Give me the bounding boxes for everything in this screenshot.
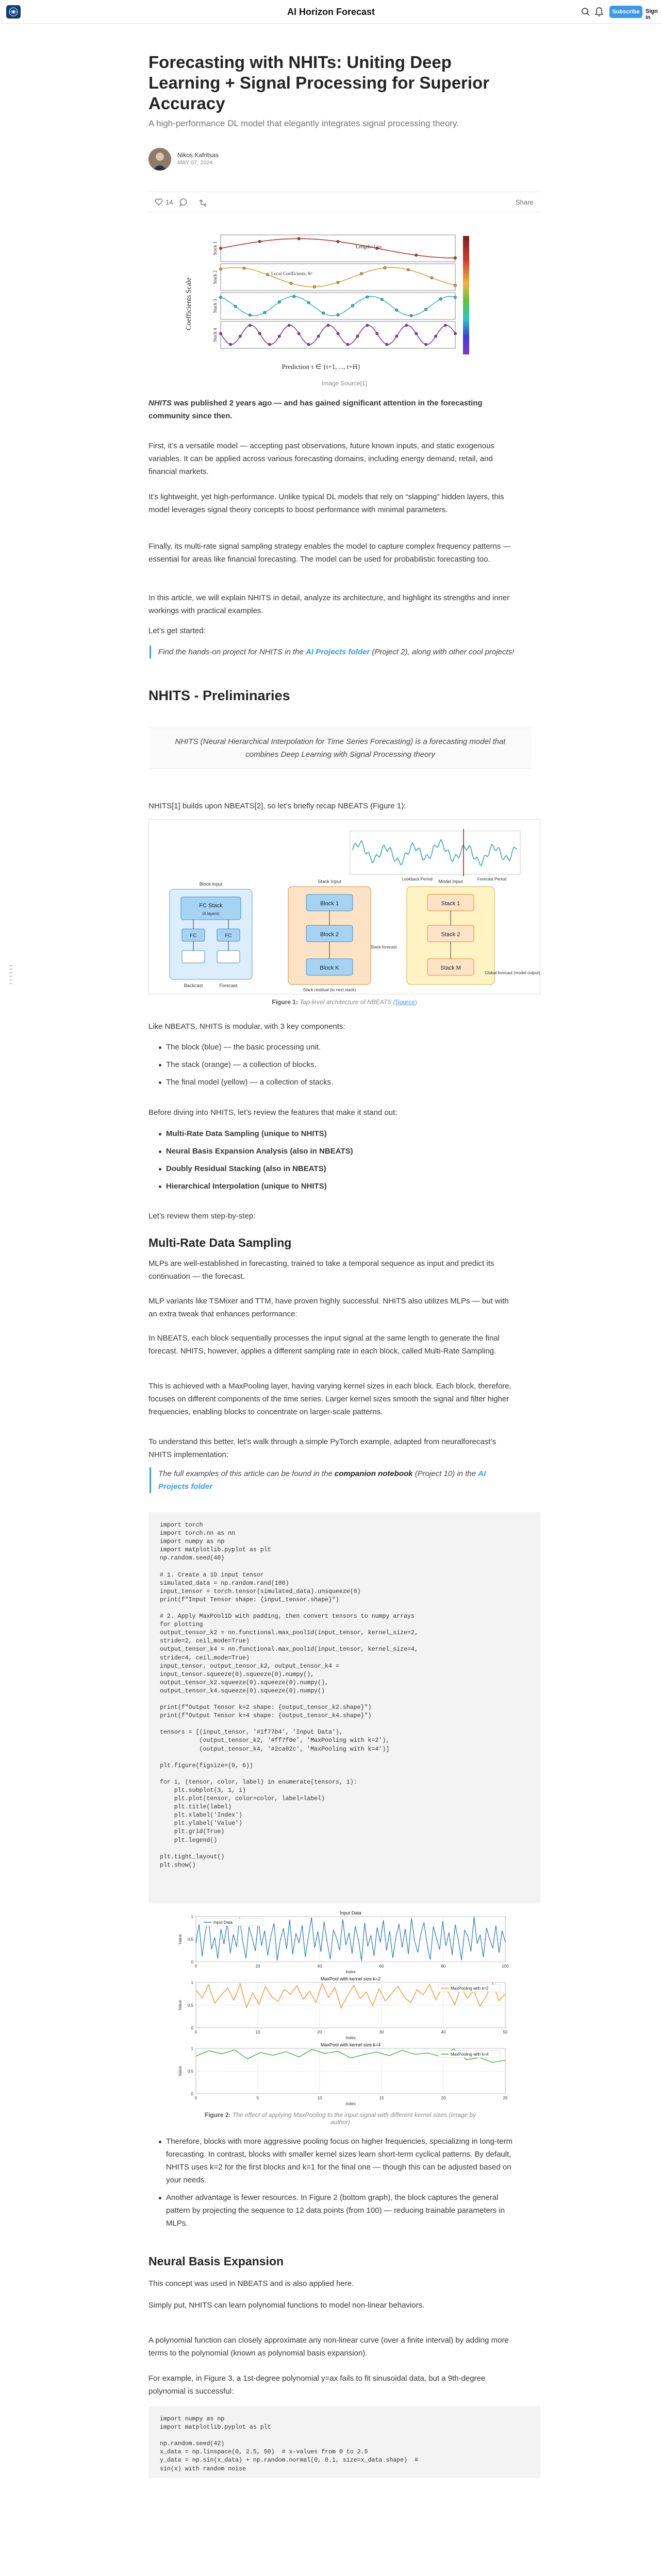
hero-coefficient-point <box>346 343 349 346</box>
y-tick-label: 0 <box>191 2092 193 2096</box>
author-name[interactable]: Nikos Kafritsas <box>177 151 219 159</box>
search-icon[interactable] <box>581 7 590 16</box>
hero-coefficient-point <box>431 277 433 279</box>
article-title: Forecasting with NHITs: Uniting Deep Learning + Signal Processing for Superior Accuracy <box>148 53 490 113</box>
intro-bold: was published 2 years ago — and has gained significant attention in the forecasting community since then. <box>148 399 483 420</box>
stack-forecast-label: Stack forecast <box>370 945 397 950</box>
fc-left-label: FC <box>190 933 197 939</box>
hero-ylabel: Coefficients Scale <box>185 278 193 330</box>
paragraph-12: In NBEATS, each block sequentially processes the input signal at the same length to generate the final forecast. NHITS, however, applies a different sampling rate in each block, called Multi-Rate Sampling. <box>148 1334 500 1355</box>
hero-coefficient-point <box>229 343 231 346</box>
figure-1-source-link[interactable]: Source <box>395 998 415 1006</box>
hero-coefficient-point <box>243 267 245 269</box>
hero-coefficient-point <box>290 282 292 284</box>
hero-coefficient-point <box>249 314 251 316</box>
fc-layers-label: (4 layers) <box>202 911 220 916</box>
x-tick-label: 15 <box>379 2096 384 2100</box>
x-tick-label: 20 <box>441 2096 446 2100</box>
paragraph-10: MLPs are well-established in forecasting, trained to take a temporal sequence as input and predict its continuation — the forecast. <box>148 1259 494 1281</box>
hero-coefficient-point <box>454 296 456 298</box>
quote-projects <box>150 646 518 658</box>
lookback-label: Lookback Period <box>402 877 433 882</box>
hero-coefficient-point <box>415 332 418 335</box>
hero-figure <box>185 227 478 376</box>
y-tick-label: 1 <box>191 1980 193 1985</box>
x-tick-label: 0 <box>194 2096 197 2100</box>
hero-coefficient-point <box>219 268 222 270</box>
hero-coefficient-point <box>278 301 280 303</box>
figure-1-caption-text: Top-level architecture of NBEATS ( <box>297 998 395 1006</box>
figure-2-caption-text: The effect of applying MaxPooling to the input signal with different kernel sizes (image by author) <box>230 2111 476 2126</box>
hero-coefficient-point <box>337 240 339 243</box>
paragraph-5: Let’s get started: <box>148 626 206 635</box>
list-item: The block (blue) — the basic processing unit. <box>159 1041 515 1054</box>
nbeats-architecture-diagram <box>149 820 541 995</box>
paragraph-1: First, it’s a versatile model — accepting past observations, future known inputs, and static exogenous variables. It can be applied across various forecasting domains, including energy demand, retail, and financial markets. <box>148 442 494 476</box>
forecast-label: Forecast <box>219 983 238 988</box>
hero-coefficient-point <box>439 298 442 300</box>
figure-2 <box>165 1906 521 2107</box>
hero-coefficient-point <box>384 266 386 269</box>
list-item: Doubly Residual Stacking (also in NBEATS) <box>159 1162 515 1175</box>
hero-coefficient-point <box>322 312 325 314</box>
hero-coefficient-point <box>219 296 222 298</box>
hero-coefficient-point <box>297 238 300 240</box>
stackm-label: Stack M <box>440 965 461 971</box>
heading-preliminaries: NHITS - Preliminaries <box>148 688 290 703</box>
block1-label: Block 1 <box>320 901 339 907</box>
hero-coefficient-point <box>395 335 398 337</box>
share-button[interactable]: Share <box>516 198 534 206</box>
stack-input-label: Stack Input <box>318 879 341 884</box>
chart-title: MaxPool with kernel size k=4 <box>320 2042 381 2047</box>
article-subtitle: A high-performance DL model that elegantly integrates signal processing theory. <box>148 118 459 128</box>
features-list <box>159 1127 515 1197</box>
hero-coefficient-point <box>268 343 271 346</box>
top-nav <box>0 0 662 24</box>
hero-coefficient-point <box>219 247 222 249</box>
paragraph-8: Before diving into NHITS, let’s review the features that make it stand out: <box>148 1108 398 1117</box>
code-block-polynomial[interactable]: import numpy as np import matplotlib.pyplot as plt np.random.seed(42) x_data = np.linspace(0, 2.5, 50) # x-values from 0 to 2.5 y_data = np.sin(x_data) + np.random.normal(0, 0.1, size=x_data.shape) # sin(x) with random noise <box>148 2406 540 2478</box>
x-tick-label: 20 <box>255 1964 260 1969</box>
hero-coefficient-point <box>405 324 408 327</box>
x-tick-label: 5 <box>256 2096 259 2100</box>
chart-title: MaxPool with kernel size k=2 <box>320 1976 381 1981</box>
x-axis-label: Index <box>345 2036 356 2040</box>
x-tick-label: 40 <box>441 2030 446 2035</box>
hero-coefficient-point <box>425 308 427 311</box>
paragraph-6: NHITS[1] builds upon NBEATS[2], so let’s briefly recap NBEATS (Figure 1): <box>148 802 406 810</box>
legend-label: MaxPooling with k=4 <box>451 2052 489 2057</box>
hero-figure-graphic <box>185 227 478 376</box>
hero-coefficient-point <box>395 309 398 311</box>
hero-xlabel: Prediction τ ∈ {t+1, ..., t+H} <box>282 363 361 370</box>
hero-coefficient-point <box>234 305 237 308</box>
hero-stack-label: Stack 3 <box>212 299 218 313</box>
backcast-label: Backcast <box>184 983 203 988</box>
x-axis-label: Index <box>345 2102 356 2106</box>
definition-box: NHITS (Neural Hierarchical Interpolation for Time Series Forecasting) is a forecasting model that combines Deep Learning with Signal Processing theory <box>150 727 531 769</box>
stack1-label: Stack 1 <box>441 901 460 907</box>
like-count: 14 <box>166 198 173 206</box>
x-tick-label: 20 <box>317 2030 322 2035</box>
paragraph-9: Let’s review them step-by-step: <box>148 1212 256 1221</box>
avatar[interactable] <box>148 148 171 171</box>
figure-1-caption: Figure 1: Top-level architecture of NBEATS (Source) <box>272 998 417 1006</box>
paragraph-7: Like NBEATS, NHITS is modular, with 3 key components: <box>148 1022 345 1031</box>
hero-coefficient-point <box>360 273 362 275</box>
y-tick-label: 0 <box>191 2026 193 2030</box>
code-block-maxpool[interactable]: import torch import torch.nn as nn import numpy as np import matplotlib.pyplot as plt np.random.seed(40) # 1. Create a 1D input tensor simulated_data = np.random.rand(100) input_tensor = torch.tensor(simulated_data).unsqueeze(0) print(f"Input Tensor shape: {input_tensor.shape}") # 2. Apply MaxPool1D with padding, then convert tensors to numpy arrays for plotting output_tensor_k2 = nn.functional.max_pool1d(input_tensor, kernel_size=2, stride=2, ceil_mode=True) output_tensor_k4 = nn.functional.max_pool1d(input_tensor, kernel_size=4, stride=4, ceil_mode=True) input_tensor, output_tensor_k2, output_tensor_k4 = input_tensor.squeeze(0).squeeze(0).numpy(), output_tensor_k2.squeeze(0).squeeze(0).numpy(), output_tensor_k4.squeeze(0).squeeze(0).numpy() print(f"Output Tensor k=2 shape: {output_tensor_k2.shape}") print(f"Output Tensor k=4 shape: {output_tensor_k4.shape}") tensors = [(input_tensor, '#1f77b4', 'Input Data'), (output_tensor_k2, '#ff7f0e', 'MaxPooling with k=2'), (output_tensor_k4, '#2ca02c', 'MaxPooling with k=4')] plt.figure(figsize=(9, 6)) for i, (tensor, color, label) in enumerate(tensors, 1): plt.subplot(3, 1, i) plt.plot(tensor, color=color, label=label) plt.title(label) plt.xlabel('Index') plt.ylabel('Value') plt.grid(True) plt.legend() plt.tight_layout() plt.show() <box>148 1512 540 1904</box>
legend-label: MaxPooling with k=2 <box>451 1986 489 1991</box>
paragraph-11: MLP variants like TSMixer and TTM, have proven highly successful. NHITS also utilizes MLPs — but with an extra tweak that enhances performance: <box>148 1297 509 1318</box>
list-item: Therefore, blocks with more aggressive pooling focus on higher frequencies, specializing in long-term forecasting. In contrast, blocks with smaller kernel sizes learn short-term cyclical patterns. By default, NHITS uses k=2 for the first blocks and k=1 for the final one — though this can be adjusted based on your needs. <box>159 2135 515 2187</box>
y-axis-label: Value <box>178 2000 183 2010</box>
hero-coefficient-point <box>454 284 456 286</box>
hero-coefficient-point <box>288 324 290 327</box>
intro-paragraph: NHITS was published 2 years ago — and has gained significant attention in the forecasting community since then. <box>148 399 483 420</box>
restack-icon[interactable] <box>198 198 207 207</box>
hero-coefficient-point <box>386 343 388 346</box>
ai-projects-link[interactable]: AI Projects folder <box>305 648 370 656</box>
hero-coefficient-point <box>366 324 369 327</box>
stack-residual-label: Stack residual (to next stack) <box>303 988 356 992</box>
hero-coefficient-point <box>219 332 222 335</box>
x-tick-label: 80 <box>441 1964 446 1969</box>
subscribe-button[interactable]: Subscribe <box>609 6 642 18</box>
list-item: Neural Basis Expansion Analysis (also in NBEATS) <box>159 1145 515 1158</box>
paragraph-3: Finally, its multi-rate signal sampling strategy enables the model to capture complex frequency patterns — essential for areas like financial forecasting. The model can be used for probabilistic forecasting too. <box>148 542 511 564</box>
block-detail <box>170 882 252 988</box>
hero-coefficient-point <box>366 296 369 298</box>
list-item: Another advantage is fewer resources. In Figure 2 (bottom graph), the block captures the general pattern by projecting the sequence to 12 data points (from 100) — reducing trainable parameters in MLPs. <box>159 2191 515 2230</box>
hero-coefficient-point <box>258 240 261 243</box>
paragraph-18: For example, in Figure 3, a 1st-degree polynomial y=ax fails to fit sinusoidal data, but a 9th-degree polynomial is successful: <box>148 2374 486 2396</box>
hero-caption: Image Source[1] <box>321 380 368 387</box>
hero-coefficient-point <box>376 332 378 335</box>
y-tick-label: 0.5 <box>187 2069 193 2074</box>
hero-coefficient-point <box>317 335 320 337</box>
scroll-progress-marks <box>9 965 12 987</box>
bell-icon[interactable] <box>594 7 604 17</box>
signal-chart <box>350 829 520 882</box>
heading-multi-rate: Multi-Rate Data Sampling <box>148 1236 292 1249</box>
hero-coefficient-point <box>266 274 269 276</box>
quote1-text: Find the hands-on project for NHITS in the <box>158 648 306 656</box>
hero-coefficient-point <box>249 324 251 327</box>
x-tick-label: 60 <box>379 1964 384 1969</box>
quote2-text-mid: (Project 10) in the <box>412 1469 478 1478</box>
hero-stack-label: Stack 2 <box>212 270 218 284</box>
x-tick-label: 10 <box>255 2030 260 2035</box>
list-item: The final model (yellow) — a collection of stacks. <box>159 1076 515 1089</box>
paragraph-4: In this article, we will explain NHITS in detail, analyze its architecture, and highlight its strengths and inner workings with practical examples. <box>148 594 510 615</box>
x-tick-label: 0 <box>194 2030 197 2035</box>
post-actions <box>148 192 540 212</box>
model-input-label: Model Input <box>438 879 463 884</box>
post-date: MAY 07, 2024 <box>177 160 213 166</box>
hero-panel <box>221 264 455 291</box>
maxpool-notes-list <box>159 2135 515 2234</box>
figure-1 <box>148 819 540 994</box>
paragraph-13: This is achieved with a MaxPooling layer, having varying kernel sizes in each block. Each block, therefore, focuses on different components of the time series. Larger kernel sizes smooth the signal and filter higher frequencies, enabling blocks to concentrate on larger-scale patterns. <box>148 1382 511 1416</box>
figure-2-caption-label: Figure 2: <box>204 2111 231 2119</box>
y-tick-label: 1 <box>191 2046 193 2051</box>
list-item: Multi-Rate Data Sampling (unique to NHITS) <box>159 1127 515 1140</box>
hero-coefficient-point <box>454 332 456 335</box>
fc-right-label: FC <box>225 933 232 939</box>
hero-coefficient-point <box>297 332 300 335</box>
hero-coefficient-point <box>425 343 427 346</box>
heading-neural-basis: Neural Basis Expansion <box>148 2255 284 2268</box>
hero-coefficient-point <box>337 281 339 284</box>
hero-coefficient-point <box>313 285 316 288</box>
companion-notebook-text: companion notebook <box>334 1469 413 1478</box>
y-axis-label: Value <box>178 1934 183 1944</box>
fc-stack-label: FC Stack <box>199 903 223 909</box>
hero-coefficient-point <box>263 311 266 314</box>
paragraph-14: To understand this better, let’s walk through a simple PyTorch example, adapted from neuralforecast’s NHITS implementation: <box>148 1437 496 1459</box>
legend-label: Input Data <box>213 1920 233 1925</box>
block2-label: Block 2 <box>320 931 339 938</box>
hero-local-label: Local Coefficients: θₗʰ <box>271 271 313 276</box>
ai-projects-link-2[interactable]: AI Projects folder <box>158 1469 486 1491</box>
heart-icon[interactable] <box>155 198 163 206</box>
y-tick-label: 0 <box>191 1960 193 1964</box>
x-tick-label: 40 <box>317 1964 322 1969</box>
hero-coefficient-point <box>278 335 280 337</box>
y-axis-label: Value <box>178 2066 183 2076</box>
x-tick-label: 50 <box>503 2030 508 2035</box>
quote-notebook <box>150 1467 518 1493</box>
paragraph-16: Simply put, NHITS can learn polynomial functions to model non-linear behaviors. <box>148 2301 425 2310</box>
hero-coefficient-point <box>410 314 412 317</box>
paragraph-2: It’s lightweight, yet high-performance. Unlike typical DL models that rely on “slapping” hidden layers, this model leverages signal theory concepts to boost performance with minimal parameters. <box>148 493 504 514</box>
chart-title: Input Data <box>340 1910 361 1916</box>
hero-coefficient-point <box>454 257 456 259</box>
component-list <box>159 1041 515 1093</box>
global-forecast-label: Global forecast (model output) <box>485 971 540 975</box>
hero-coefficient-point <box>415 254 418 257</box>
hero-coefficient-point <box>435 335 437 337</box>
hero-coefficient-point <box>307 343 310 346</box>
paragraph-17: A polynomial function can closely approximate any non-linear curve (over a finite interval) by adding more terms to the polynomial (known as polynomial basis expansion). <box>148 2336 509 2358</box>
quote1-text-end: (Project 2), along with other cool projects! <box>370 648 515 656</box>
maxpool-charts <box>165 1906 521 2107</box>
y-tick-label: 0.5 <box>187 2003 193 2008</box>
hero-stack-label: Stack 1 <box>212 241 218 256</box>
list-item: The stack (orange) — a collection of blocks. <box>159 1058 515 1071</box>
x-tick-label: 25 <box>503 2096 508 2100</box>
hero-stack-label: Stack 4 <box>212 328 218 342</box>
y-tick-label: 1 <box>191 1914 193 1919</box>
x-tick-label: 100 <box>502 1964 509 1969</box>
x-axis-label: Index <box>345 1970 356 1974</box>
stack2-label: Stack 2 <box>441 931 460 938</box>
hero-coefficient-point <box>327 324 329 327</box>
block-input-label: Block Input <box>199 882 223 887</box>
figure-1-caption-label: Figure 1: <box>272 998 298 1006</box>
figure-2-caption <box>196 2111 485 2126</box>
x-tick-label: 30 <box>379 2030 384 2035</box>
hero-coefficient-point <box>239 335 241 337</box>
hero-coefficient-point <box>407 268 409 271</box>
model-detail <box>407 879 540 985</box>
hero-coefficient-point <box>380 298 383 301</box>
hero-coefficient-point <box>444 324 446 327</box>
blockk-label: Block K <box>320 965 339 971</box>
hero-panel <box>221 235 455 262</box>
list-item: Hierarchical Interpolation (unique to NHITS) <box>159 1180 515 1193</box>
hero-colorbar <box>463 236 469 354</box>
x-tick-label: 0 <box>194 1964 197 1969</box>
hero-length-label: Length=1/ωₗ <box>356 244 382 250</box>
horizon-label: Forecast Period <box>477 877 507 882</box>
hero-coefficient-point <box>351 304 354 307</box>
sign-in-link[interactable]: Sign in <box>646 8 658 21</box>
hero-coefficient-point <box>293 295 295 298</box>
x-tick-label: 10 <box>317 2096 322 2100</box>
paragraph-15: This concept was used in NBEATS and is also applied here. <box>148 2279 354 2288</box>
hero-coefficient-point <box>337 332 339 335</box>
y-tick-label: 0.5 <box>187 1937 193 1942</box>
hero-coefficient-point <box>356 335 359 337</box>
hero-coefficient-point <box>307 301 310 304</box>
site-title[interactable]: AI Horizon Forecast <box>287 7 375 17</box>
comment-icon[interactable] <box>179 198 188 207</box>
author-row <box>148 148 458 174</box>
hero-coefficient-point <box>258 332 261 335</box>
stack-detail <box>288 879 397 992</box>
quote2-text: The full examples of this article can be found in the <box>158 1469 335 1478</box>
hero-coefficient-point <box>337 313 339 316</box>
